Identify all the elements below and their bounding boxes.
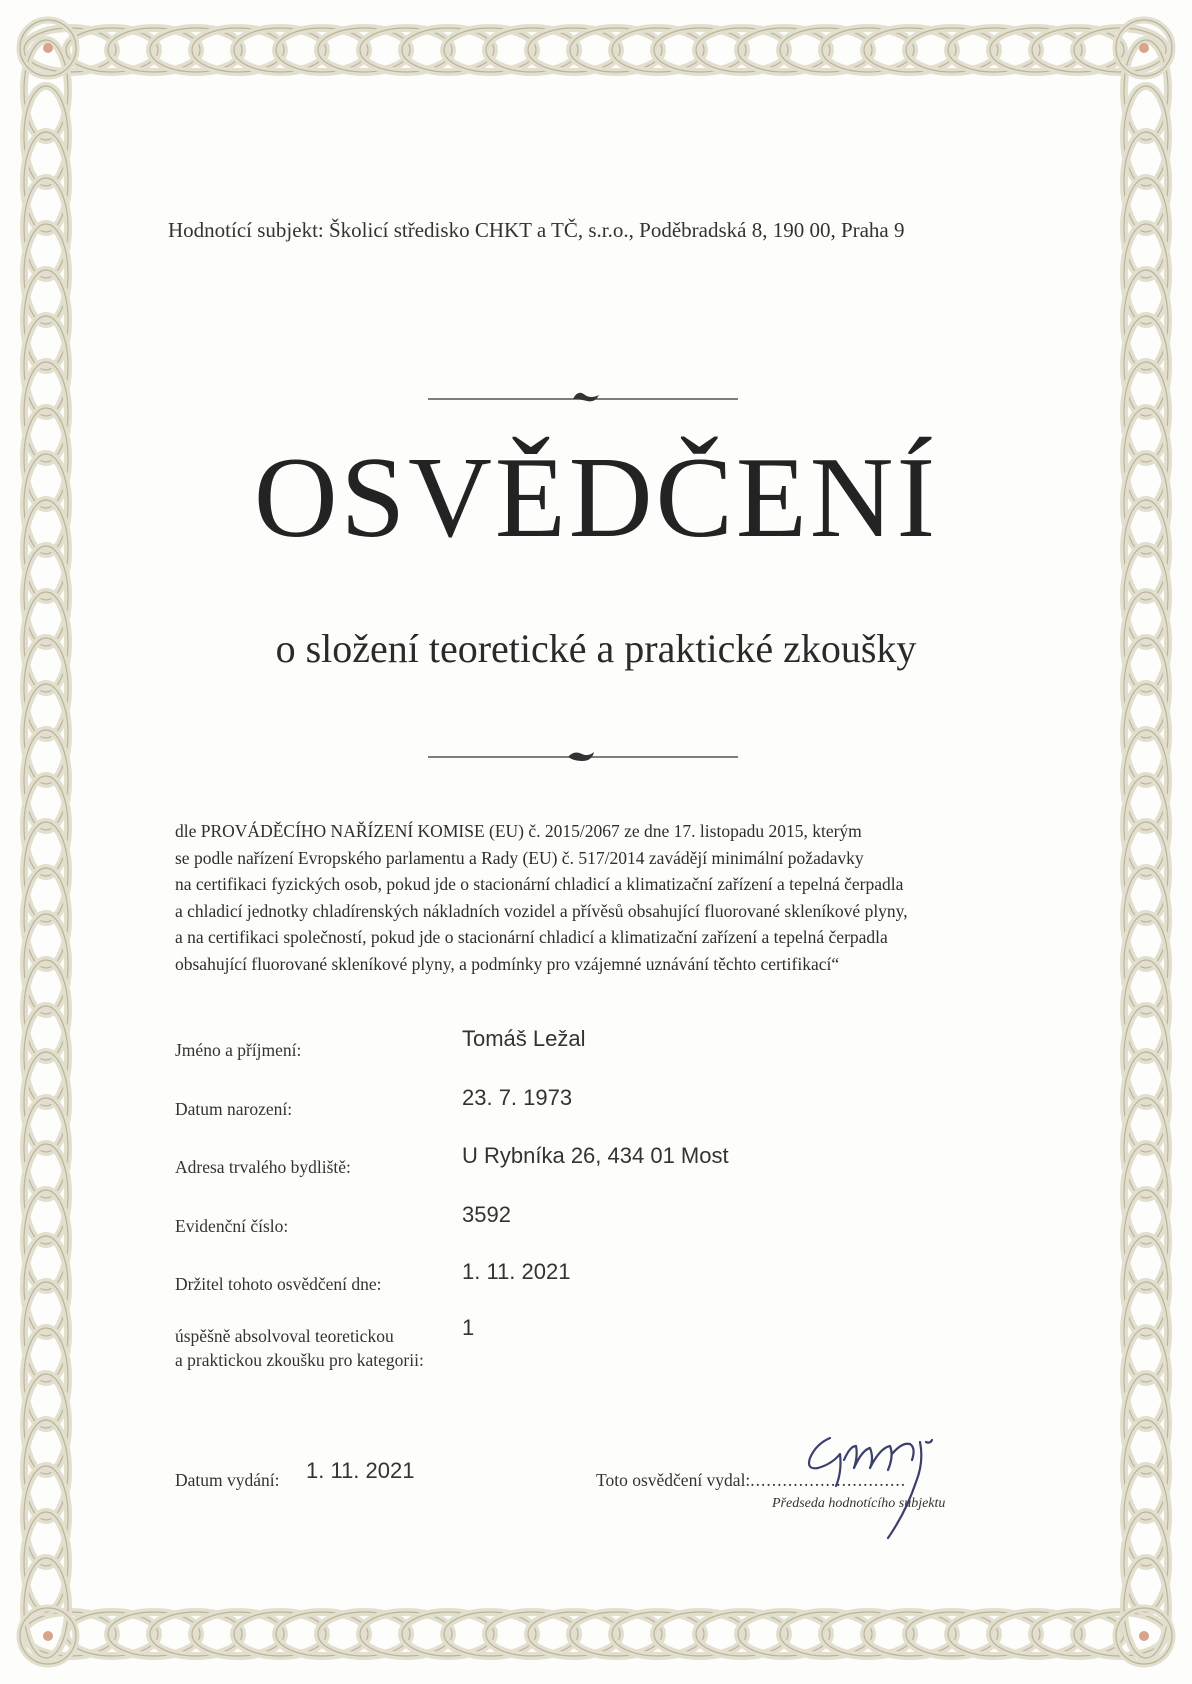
signatory-role: Předseda hodnotícího subjektu bbox=[772, 1496, 946, 1511]
handwritten-signature bbox=[800, 1420, 1000, 1550]
signature-dots: ............................. bbox=[750, 1470, 907, 1490]
issue-date-label: Datum vydání: bbox=[175, 1470, 280, 1490]
body-line: a chladicí jednotky chladírenských nákladních vozidel a přívěsů obsahující fluorované skleníkové plyny, bbox=[175, 900, 908, 921]
legal-basis-text bbox=[175, 818, 1055, 977]
birth-date-label: Datum narození: bbox=[175, 1099, 293, 1119]
bottom-divider-ornament bbox=[428, 745, 738, 769]
birth-date-value: 23. 7. 1973 bbox=[462, 1085, 573, 1110]
address-value: U Rybníka 26, 434 01 Most bbox=[462, 1143, 729, 1168]
body-line: se podle nařízení Evropského parlamentu a Rady (EU) č. 517/2014 zavádějí minimální požadavky bbox=[175, 847, 864, 868]
certificate-subtitle: o složení teoretické a praktické zkoušky bbox=[275, 626, 917, 671]
name-label: Jméno a příjmení: bbox=[175, 1040, 302, 1060]
body-line: dle PROVÁDĚCÍHO NAŘÍZENÍ KOMISE (EU) č. 2015/2067 ze dne 17. listopadu 2015, kterým bbox=[175, 821, 862, 841]
certificate-title: OSVĚDČENÍ bbox=[253, 434, 939, 562]
category-value: 1 bbox=[462, 1315, 475, 1340]
body-line: a na certifikaci společností, pokud jde o stacionární chladicí a klimatizační zařízení a tepelná čerpadla bbox=[175, 927, 888, 947]
issuer-line: Hodnotící subjekt: Školicí středisko CHKT a TČ, s.r.o., Poděbradská 8, 190 00, Praha 9 bbox=[168, 218, 905, 242]
record-number-value: 3592 bbox=[462, 1202, 511, 1227]
holder-date-label: Držitel tohoto osvědčení dne: bbox=[175, 1274, 382, 1294]
category-label bbox=[175, 1324, 424, 1372]
holder-date-value: 1. 11. 2021 bbox=[462, 1259, 571, 1284]
address-label: Adresa trvalého bydliště: bbox=[175, 1157, 351, 1177]
name-value: Tomáš Ležal bbox=[462, 1026, 586, 1051]
top-divider-ornament bbox=[428, 385, 738, 409]
issued-by-label: Toto osvědčení vydal: bbox=[596, 1470, 751, 1490]
body-line: obsahující fluorované skleníkové plyny, a podmínky pro vzájemné uznávání těchto certifikací“ bbox=[175, 953, 840, 974]
record-number-label: Evidenční číslo: bbox=[175, 1216, 289, 1236]
issue-date-value: 1. 11. 2021 bbox=[306, 1458, 415, 1483]
category-label-line: a praktickou zkoušku pro kategorii: bbox=[175, 1350, 424, 1370]
body-line: na certifikaci fyzických osob, pokud jde o stacionární chladicí a klimatizační zařízení a tepelná čerpadla bbox=[175, 874, 904, 894]
category-label-line: úspěšně absolvoval teoretickou bbox=[175, 1326, 394, 1346]
